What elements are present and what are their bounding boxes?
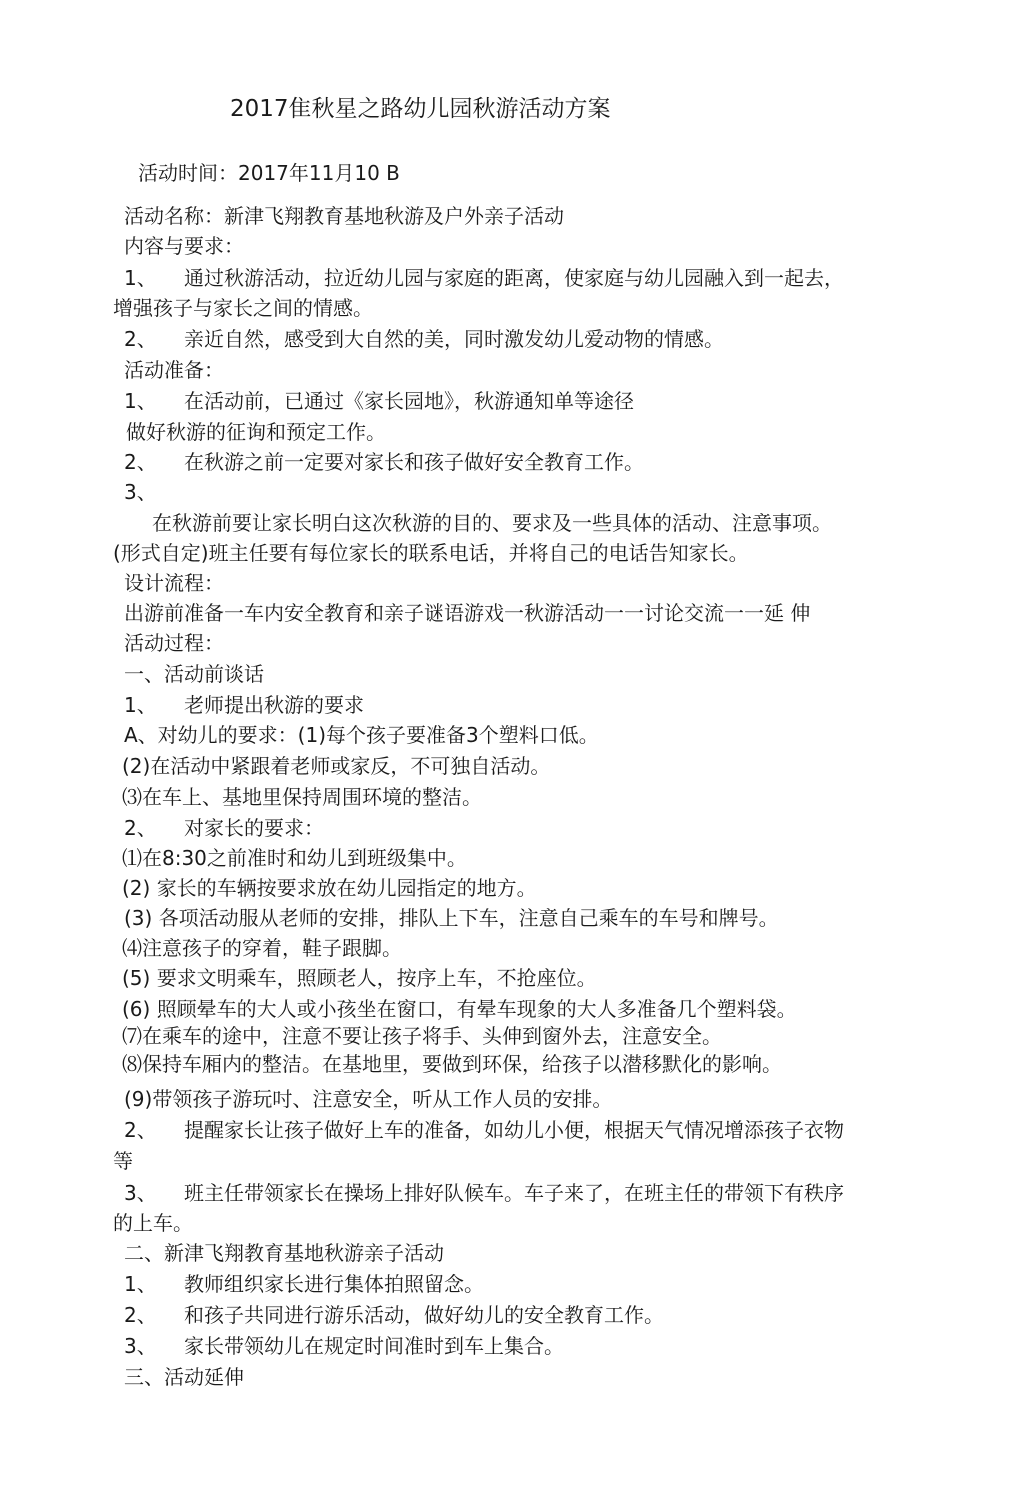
parent-requirement-8: ⑻保持车厢内的整洁。在基地里，要做到环保，给孩子以潜移默化的影响。 (122, 1052, 782, 1076)
prep-item-3-text: 在秋游前要让家长明白这次秋游的目的、要求及一些具体的活动、注意事项。 (152, 511, 832, 535)
process-heading: 活动过程： (124, 631, 224, 655)
list-text: 提醒家长让孩子做好上车的准备，如幼儿小便，根据天气情况增添孩子衣物 (184, 1118, 844, 1142)
parent-requirement-5: (5) 要求文明乘车，照顾老人，按序上车，不抢座位。 (122, 966, 597, 990)
child-requirement-a: A、对幼儿的要求：(1)每个孩子要准备3个塑料口低。 (124, 723, 599, 747)
list-number: 2、 (124, 816, 157, 840)
prep-item-3-number: 3、 (124, 480, 157, 504)
content-heading: 内容与要求： (124, 234, 244, 258)
list-text: 班主任带领家长在操场上排好队候车。车子来了，在班主任的带领下有秩序 (184, 1181, 844, 1205)
list-text: 教师组织家长进行集体拍照留念。 (184, 1272, 484, 1296)
section-2-item-2 (124, 1305, 664, 1325)
list-number: 2、 (124, 1118, 157, 1142)
content-item-1-continued: 增强孩子与家长之间的情感。 (113, 296, 373, 320)
list-text: 亲近自然，感受到大自然的美，同时激发幼儿爱动物的情感。 (184, 327, 724, 351)
section-3-heading: 三、活动延伸 (124, 1365, 244, 1389)
list-text: 通过秋游活动，拉近幼儿园与家庭的距离，使家庭与幼儿园融入到一起去， (184, 266, 844, 290)
parent-requirement-1: ⑴在8:30之前准时和幼儿到班级集中。 (122, 846, 467, 870)
parent-requirement-2: (2) 家长的车辆按要求放在幼儿园指定的地方。 (122, 876, 537, 900)
list-number: 2、 (124, 450, 157, 474)
parent-requirement-7: ⑺在乘车的途中，注意不要让孩子将手、头伸到窗外去，注意安全。 (122, 1024, 722, 1048)
child-requirement-3: ⑶在车上、基地里保持周围环境的整洁。 (122, 785, 482, 809)
list-number: 1、 (124, 1272, 157, 1296)
section-1-heading: 一、活动前谈话 (124, 662, 264, 686)
prep-item-2 (124, 452, 644, 472)
list-text: 老师提出秋游的要求 (184, 693, 364, 717)
list-text: 对家长的要求： (184, 816, 324, 840)
list-text: 在秋游之前一定要对家长和孩子做好安全教育工作。 (184, 450, 644, 474)
prep-item-1-continued: 做好秋游的征询和预定工作。 (126, 420, 386, 444)
child-requirement-2: (2)在活动中紧跟着老师或家反，不可独自活动。 (122, 754, 551, 778)
section-2-heading: 二、新津飞翔教育基地秋游亲子活动 (124, 1241, 444, 1265)
list-number: 1、 (124, 389, 157, 413)
content-item-1 (124, 268, 844, 288)
prep-item-1 (124, 391, 634, 411)
section-1-item-2 (124, 818, 324, 838)
list-number: 3、 (124, 1181, 157, 1205)
parent-requirement-9: (9)带领孩子游玩吋、注意安全，听从工作人员的安排。 (124, 1087, 613, 1111)
section-1-item-1 (124, 695, 364, 715)
list-number: 3、 (124, 1334, 157, 1358)
reminder-item-2-continued: 等 (113, 1149, 133, 1173)
reminder-item-3-continued: 的上车。 (113, 1211, 193, 1235)
list-number: 1、 (124, 266, 157, 290)
activity-time: 活动时间：2017年11月10 B (138, 161, 400, 185)
list-text: 和孩子共同进行游乐活动，做好幼儿的安全教育工作。 (184, 1303, 664, 1327)
flow-text: 出游前准备一车内安全教育和亲子谜语游戏一秋游活动一一讨论交流一一延 伸 (124, 601, 811, 625)
content-item-2 (124, 329, 724, 349)
list-number: 1、 (124, 693, 157, 717)
list-text: 家长带领幼儿在规定时间准时到车上集合。 (184, 1334, 564, 1358)
document-title: 2017隹秋星之路幼儿园秋游活动方案 (230, 96, 611, 122)
prep-item-3-continued: (形式自定)班主任要有每位家长的联系电话，并将自己的电话告知家长。 (113, 541, 749, 565)
parent-requirement-3: (3) 各项活动服从老师的安排，排队上下车，注意自己乘车的车号和牌号。 (124, 906, 779, 930)
section-2-item-3 (124, 1336, 564, 1356)
flow-heading: 设计流程： (124, 571, 224, 595)
prep-heading: 活动准备： (124, 358, 224, 382)
parent-requirement-6: (6) 照顾晕车的大人或小孩坐在窗口，有晕车现象的大人多准备几个塑料袋。 (122, 997, 797, 1021)
section-2-item-1 (124, 1274, 484, 1294)
list-text: 在活动前，已通过《家长园地》，秋游通知单等途径 (184, 389, 634, 413)
list-number: 2、 (124, 1303, 157, 1327)
reminder-item-3 (124, 1183, 844, 1203)
activity-name: 活动名称：新津飞翔教育基地秋游及户外亲子活动 (124, 204, 564, 228)
list-number: 2、 (124, 327, 157, 351)
parent-requirement-4: ⑷注意孩子的穿着，鞋子跟脚。 (122, 936, 402, 960)
reminder-item-2 (124, 1120, 844, 1140)
